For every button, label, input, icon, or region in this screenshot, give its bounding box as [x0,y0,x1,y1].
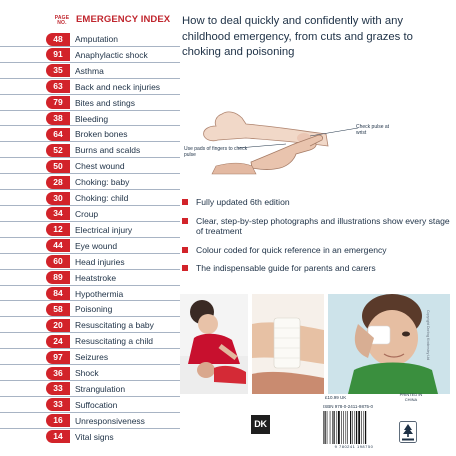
index-entry-label: Eye wound [75,240,118,251]
index-entry-label: Unresponsiveness [75,415,145,426]
page-tab [46,398,70,411]
copyright-side-note: Copyright Dorling Kindersley Ltd [426,310,430,361]
page-tab [46,128,70,141]
feature-bullet [182,197,450,208]
page-number: 16 [53,415,63,426]
page-number: 63 [53,81,63,92]
feature-bullet [182,216,450,237]
index-entry-label: Vital signs [75,431,114,442]
index-entry-label: Anaphylactic shock [75,49,148,60]
index-row [0,95,180,111]
page-number: 48 [53,33,63,44]
page-number: 28 [53,176,63,187]
page-tab [46,335,70,348]
page-tab [46,176,70,189]
index-row [0,222,180,238]
feature-bullet [182,263,450,274]
page-tab [46,192,70,205]
page-number: 14 [53,431,63,442]
index-row [0,333,180,349]
index-row [0,111,180,127]
page-tab [46,382,70,395]
page-number: 64 [53,128,63,139]
square-bullet-icon [182,199,188,205]
page-number: 35 [53,65,63,76]
photo-strip [180,294,450,394]
index-row [0,317,180,333]
index-entry-label: Heatstroke [75,272,117,283]
index-entry-label: Choking: child [75,193,129,204]
page-tab [46,271,70,284]
page-number: 50 [53,160,63,171]
index-entry-label: Amputation [75,34,118,44]
index-row [0,238,180,254]
page-number: 52 [53,144,63,155]
page-tab [46,414,70,427]
feature-bullet-text: Fully updated 6th edition [196,197,290,207]
page-tab [46,207,70,220]
headline: How to deal quickly and confidently with any childhood emergency, from cuts and grazes to choking and poisoning [182,15,413,59]
index-row [0,47,180,63]
page-number: 60 [53,256,63,267]
barcode-digits: 9 780241 198750 [334,444,374,449]
index-row [0,31,180,47]
page-tab [46,144,70,157]
printed-in-label: PRINTED IN CHINA [399,392,423,402]
index-entry-label: Choking: baby [75,177,130,188]
dk-logo: DK [251,415,270,434]
index-row [0,174,180,190]
feature-bullet-text: Colour coded for quick reference in an emergency [196,244,387,255]
index-entry-label: Suffocation [75,399,118,410]
page-number: 36 [53,367,63,378]
index-entry-label: Burns and scalds [75,145,141,156]
illustration-label-fingers: Use pads of fingers to check pulse [184,146,248,158]
index-entry-label: Resuscitating a baby [75,320,154,331]
feature-bullet-text: Clear, step-by-step photographs and illustrations show every stage of treatment [196,215,450,237]
index-entry-label: Broken bones [75,129,128,140]
page-number: 33 [53,399,63,410]
index-entry-label: Bites and stings [75,97,136,108]
page-number: 30 [53,192,63,203]
index-entry-label: Shock [75,368,99,379]
page-number: 97 [53,351,63,362]
page-number: 79 [53,97,63,108]
page-tab [46,64,70,77]
index-row [0,254,180,270]
index-entry-label: Chest wound [75,161,125,172]
feature-bullets [182,197,450,282]
isbn-label: ISBN 978-0-2411-9875-0 [323,404,373,409]
page-number: 89 [53,272,63,283]
index-entry-label: Poisoning [75,304,113,315]
index-row [0,301,180,317]
index-row [0,79,180,95]
index-entry-label: Asthma [75,65,104,76]
index-row [0,206,180,222]
index-row [0,413,180,429]
index-row [0,158,180,174]
index-entry-label: Strangulation [75,383,126,394]
index-entry-label: Head injuries [75,256,125,267]
page-tab [46,239,70,252]
index-entry-label: Back and neck injuries [75,81,161,92]
index-entry-label: Hypothermia [75,288,124,299]
pulse-check-illustration [176,96,406,176]
index-entry-label: Bleeding [75,113,109,124]
photo-resuscitation [180,294,248,394]
index-entry-label: Seizures [75,352,109,363]
square-bullet-icon [182,265,188,271]
index-row [0,126,180,142]
page-tab [46,430,70,443]
photo-eye-pad [328,294,450,394]
page-tab [46,367,70,380]
index-row [0,63,180,79]
page-tab [46,287,70,300]
page-no-label: PAGE NO. [54,15,70,26]
page-tab [46,160,70,173]
square-bullet-icon [182,247,188,253]
page-number: 38 [53,113,63,124]
index-entry-label: Croup [75,208,99,219]
fsc-logo-icon [399,421,417,443]
index-row [0,397,180,413]
illustration-label-wrist: Check pulse at wrist [356,124,390,136]
feature-bullet [182,245,450,256]
page-number: 24 [53,335,63,346]
page-number: 12 [53,224,63,235]
feature-bullet-text: The indispensable guide for parents and carers [196,263,376,274]
page-number: 20 [53,319,63,330]
index-row [0,429,180,445]
page-number: 44 [53,240,63,251]
page-tab [46,33,70,46]
page-tab [46,223,70,236]
emergency-index-list [0,31,180,445]
page-number: 84 [53,288,63,298]
page-number: 58 [53,303,63,314]
index-row [0,381,180,397]
barcode [322,411,386,447]
square-bullet-icon [182,218,188,224]
page-tab [46,303,70,316]
page-tab [46,96,70,109]
price-label: £10.99 UK [325,395,347,400]
index-title: EMERGENCY INDEX [76,14,171,25]
page-tab [46,319,70,332]
page-tab [46,48,70,61]
page-number: 91 [53,49,63,60]
page-number: 33 [53,383,63,394]
index-entry-label: Resuscitating a child [75,336,153,347]
index-row [0,142,180,158]
index-row [0,365,180,381]
index-row [0,270,180,286]
index-row [0,190,180,206]
index-row [0,349,180,365]
index-row [0,286,180,302]
page-tab [46,112,70,125]
page-number: 34 [53,208,63,219]
page-tab [46,255,70,268]
index-entry-label: Electrical injury [75,224,133,235]
photo-bandage [252,294,324,394]
page-tab [46,351,70,364]
page-tab [46,80,70,93]
